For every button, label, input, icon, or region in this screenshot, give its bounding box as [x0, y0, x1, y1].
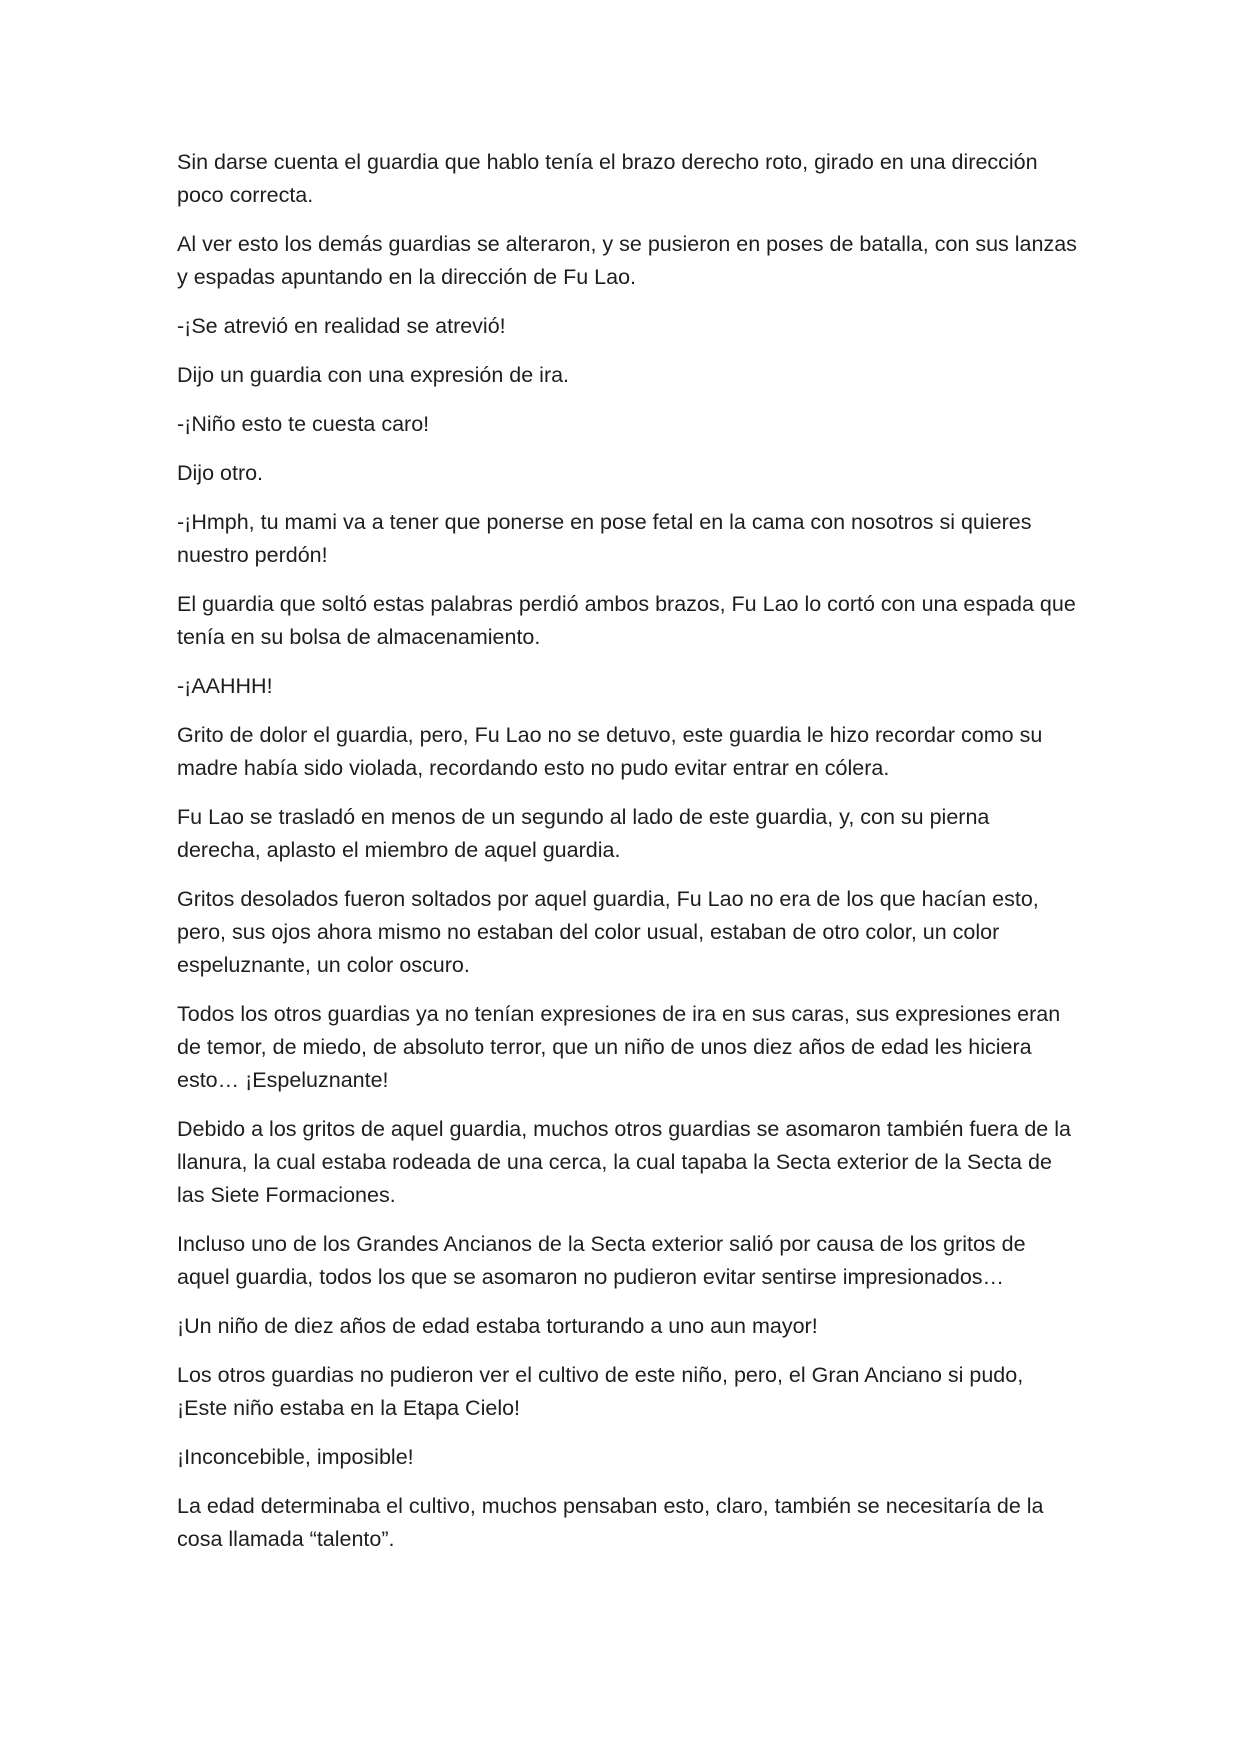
paragraph: -¡Se atrevió en realidad se atrevió! [177, 314, 506, 338]
document-body [177, 146, 1077, 1572]
paragraph: Sin darse cuenta el guardia que hablo tenía el brazo derecho roto, girado en una dirección poco correcta. [177, 150, 1038, 207]
paragraph: Debido a los gritos de aquel guardia, muchos otros guardias se asomaron también fuera de la llanura, la cual estaba rodeada de una cerca, la cual tapaba la Secta exterior de la Secta de las Siete Formaciones. [177, 1117, 1071, 1207]
paragraph: Al ver esto los demás guardias se alteraron, y se pusieron en poses de batalla, con sus lanzas y espadas apuntando en la dirección de Fu Lao. [177, 232, 1077, 289]
paragraph: ¡Inconcebible, imposible! [177, 1445, 414, 1469]
paragraph: Incluso uno de los Grandes Ancianos de la Secta exterior salió por causa de los gritos de aquel guardia, todos los que se asomaron no pudieron evitar sentirse impresionados… [177, 1232, 1026, 1289]
paragraph: El guardia que soltó estas palabras perdió ambos brazos, Fu Lao lo cortó con una espada que tenía en su bolsa de almacenamiento. [177, 592, 1076, 649]
paragraph: Dijo otro. [177, 461, 264, 485]
paragraph: Dijo un guardia con una expresión de ira. [177, 363, 570, 387]
paragraph: Fu Lao se trasladó en menos de un segundo al lado de este guardia, y, con su pierna derecha, aplasto el miembro de aquel guardia. [177, 805, 990, 862]
paragraph: La edad determinaba el cultivo, muchos pensaban esto, claro, también se necesitaría de la cosa llamada “talento”. [177, 1494, 1044, 1551]
paragraph: Gritos desolados fueron soltados por aquel guardia, Fu Lao no era de los que hacían esto, pero, sus ojos ahora mismo no estaban del color usual, estaban de otro color, un color espeluznante, un color oscuro. [177, 887, 1039, 977]
paragraph: -¡Niño esto te cuesta caro! [177, 412, 430, 436]
paragraph: -¡AAHHH! [177, 674, 273, 698]
paragraph: ¡Un niño de diez años de edad estaba torturando a uno aun mayor! [177, 1314, 818, 1338]
paragraph: Todos los otros guardias ya no tenían expresiones de ira en sus caras, sus expresiones eran de temor, de miedo, de absoluto terror, que un niño de unos diez años de edad les hiciera esto… ¡Espeluznante! [177, 1002, 1061, 1092]
paragraph: Grito de dolor el guardia, pero, Fu Lao no se detuvo, este guardia le hizo recordar como su madre había sido violada, recordando esto no pudo evitar entrar en cólera. [177, 723, 1043, 780]
paragraph: Los otros guardias no pudieron ver el cultivo de este niño, pero, el Gran Anciano si pudo, ¡Este niño estaba en la Etapa Cielo! [177, 1363, 1024, 1420]
paragraph: -¡Hmph, tu mami va a tener que ponerse en pose fetal en la cama con nosotros si quieres nuestro perdón! [177, 510, 1032, 567]
